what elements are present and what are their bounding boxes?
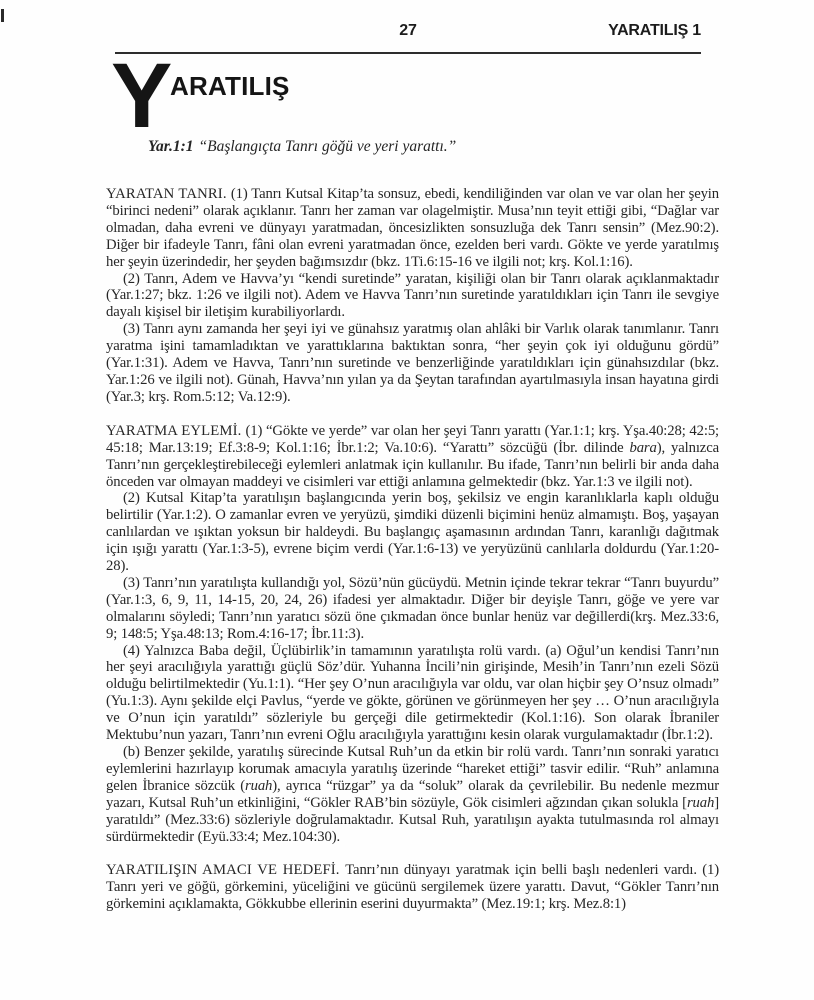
book-title-dropcap: Y <box>111 45 170 147</box>
paragraph <box>106 490 719 575</box>
paragraph-text: ), ayrıca “rüzgar” ya da “soluk” olarak da çevrilebilir. Bu nedenle mezmur yazarı, Kutsal Ruh’un etkinliğini, “Gökler RAB’bin sözüyle, Gök cisimleri ağzından çıkan solukla [ <box>106 777 719 811</box>
paragraph-text: (1) “Gökte ve yerde” var olan her şeyi Tanrı yarattı (Yar.1:1; krş. Yşa.40:28; 42:5; 45:18; Mar.13:19; Ef.3:8-9; Kol.1:16; İbr.1:2; Va.10:6). “Yarattı” sözcüğü (İbr. dilinde <box>106 422 720 456</box>
paragraph <box>106 744 719 845</box>
italic-term: ruah <box>686 794 715 811</box>
section <box>106 423 719 846</box>
section-heading: YARATAN TANRI. <box>106 186 231 202</box>
paragraph <box>106 271 719 322</box>
section-heading: YARATILIŞIN AMACI VE HEDEFİ. <box>106 862 346 879</box>
paragraph <box>106 575 719 643</box>
paragraph-text: (b) Benzer şekilde, yaratılış sürecinde Kutsal Ruh’un da etkin bir rolü vardı. Tanrı’nın sonraki yaratıcı eylemlerini hazırlayıp korumak amacıyla yaratılış üzerinde “hareket ettiği” tasvir edilir. “Ruh” anlamına gelen İbranice sözcük ( <box>106 744 719 794</box>
section-heading: YARATMA EYLEMİ. <box>106 422 246 439</box>
book-title: ARATILIŞ <box>170 71 290 101</box>
running-title: YARATILIŞ 1 <box>608 22 701 39</box>
paragraph-text: ] yaratıldı” (Mez.33:6) sözleriyle doğrulamaktadır. Kutsal Ruh, yaratılışın ayakta tutulmasında rol almayı sürdürmektedir (Eyü.33:4; Mez.104:30). <box>106 794 719 845</box>
verse-text: “Başlangıçta Tanrı göğü ve yeri yarattı.” <box>198 138 457 155</box>
italic-term: ruah <box>245 777 273 794</box>
paragraph <box>106 321 719 406</box>
paragraph-text: (3) Tanrı’nın yaratılışta kullandığı yol, Sözü’nün gücüydü. Metnin içinde tekrar tekrar “Tanrı buyurdu” (Yar.1:3, 6, 9, 11, 14-15, 20, 24, 26) ifadesi yer almaktadır. Diğer bir deyişle Tanrı, göğe ve yere var olmalarını söyledi; Tanrı’nın yaratıcı sözü öne çıkmadan önce bunlar henüz var değillerdi(krş. Mez.33:6, 9; 148:5; Yşa.48:13; Rom.4:16-17; İbr.11:3). <box>106 574 719 642</box>
italic-term: bara <box>629 439 657 456</box>
verse-reference: Yar.1:1 <box>148 138 194 155</box>
paragraph <box>106 643 719 744</box>
section-lead-paragraph <box>106 423 719 491</box>
section <box>106 186 719 406</box>
paragraph-text: ), yalnızca Tanrı’nın gerçekleştirebileceği eylemleri anlatmak için kullanılır. Bu ifade, Tanrı’nın belirli bir anda daha önceden var olmayan maddeyi ve cisimleri var ettiği anlamına gelmektedir (bkz. Yar.1:3 ve ilgili not). <box>106 439 720 490</box>
paragraph-text: Tanrı’nın dünyayı yaratmak için belli başlı nedenleri vardı. (1) Tanrı yeri ve göğü, görkemini, yüceliğini ve gücünü sergilemek üzere yarattı. Davut, “Gökler Tanrı’nın görkemini açıklamakta, Gökkubbe ellerinin eserini duyurmakta” (Mez.19:1; krş. Mez.8:1) <box>106 862 719 913</box>
paragraph-text: (4) Yalnızca Baba değil, Üçlübirlik’in tamamının yaratılışta rolü vardı. (a) Oğul’un kendisi Tanrı’nın her şeyi aracılığıyla yarattığı güçlü Söz’dür. Yuhanna İncili’nin girişinde, Mesih’in Tanrı’nın ezeli Sözü olduğu belirtilmektedir (Yu.1:1). “Her şey O’nun aracılığıyla var oldu, var olan hiçbir şey O’nsuz olmadı” (Yu.1:3). Aynı şekilde elçi Pavlus, “yerde ve gökte, görünen ve görünmeyen her şey … O’nun aracılığıyla ve O’nun için yaratıldı” sözleriyle bu gerçeği dile getirmektedir (Kol.1:16). Son olarak İbraniler Mektubu’nun yazarı, Tanrı’nın evreni Oğlu aracılığıyla yarattığını kesin olarak vurgulamaktadır (İbr.1:2). <box>106 642 719 744</box>
scan-edge-artifact <box>1 9 4 22</box>
running-header <box>115 22 701 42</box>
paragraph-text: (2) Kutsal Kitap’ta yaratılışın başlangıcında yerin boş, şekilsiz ve engin karanlıklarla kaplı olduğu belirtilir (Yar.1:2). O zamanlar evren ve yeryüzü, şimdiki düzenli biçimini henüz almamıştı. Boş, yaşayan canlılardan ve ışıktan yoksun bir haldeydi. Bu başlangıç aşamasının ardından Tanrı, karanlığı dağıtmak için ışığı yarattı (Yar.1:3-5), evrene biçim verdi (Yar.1:6-13) ve yeryüzünü canlılarla doldurdu (Yar.1:20-28). <box>106 490 719 575</box>
section <box>106 862 719 913</box>
section-lead-paragraph <box>106 862 719 913</box>
body-sections <box>106 186 719 913</box>
paragraph-text: (2) Tanrı, Adem ve Havva’yı “kendi suretinde” yaratan, kişiliği olan bir Tanrı olarak açıklanmaktadır (Yar.1:27; bkz. 1:26 ve ilgili not). Adem ve Havva Tanrı’nın suretinde yaratıldıkları için Tanrı ile sevgiye dayalı kişisel bir iletişim kurabiliyorlardı. <box>106 270 719 321</box>
paragraph-text: (1) Tanrı Kutsal Kitap’ta sonsuz, ebedi, kendiliğinden var olan ve var olan her şeyin “birinci nedeni” olarak açıklanır. Tanrı her zaman var olagelmiştir. Musa’nın teyit ettiği gibi, “Dağlar var olmadan, daha evreni ve dünyayı yaratmadan, öncesizlikten sonsuzluğa dek Tanrı sensin” (Mez.90:2). Diğer bir ifadeyle Tanrı, fâni olan evreni yaratmadan önce, ezelden beri vardı. Gökte ve yerde yaratılmış her şeyin üzerindedir, her şeyden bağımsızdır (bkz. 1Ti.6:15-16 ve ilgili not; krş. Kol.1:16). <box>106 186 719 270</box>
paragraph-text: (3) Tanrı aynı zamanda her şeyi iyi ve günahsız yaratmış olan ahlâki bir Varlık olarak tanımlanır. Tanrı yaratma işini tamamladıktan ve yarattıklarına baktıktan sonra, “her şeyin çok iyi olduğunu gördü” (Yar.1:31). Adem ve Havva, Tanrı’nın suretinde ve benzerliğinde yaratıldıkları için günahsızdılar (bkz. Yar.1:26 ve ilgili not). Günah, Havva’nın yılan ya da Şeytan tarafından ayartılmasıyla insan hayatına girdi (Yar.3; krş. Rom.5:12; Va.12:9). <box>106 321 719 405</box>
section-lead-paragraph <box>106 186 719 271</box>
verse-quotation <box>148 138 456 156</box>
page-number: 27 <box>399 22 417 39</box>
header-rule <box>115 52 701 54</box>
